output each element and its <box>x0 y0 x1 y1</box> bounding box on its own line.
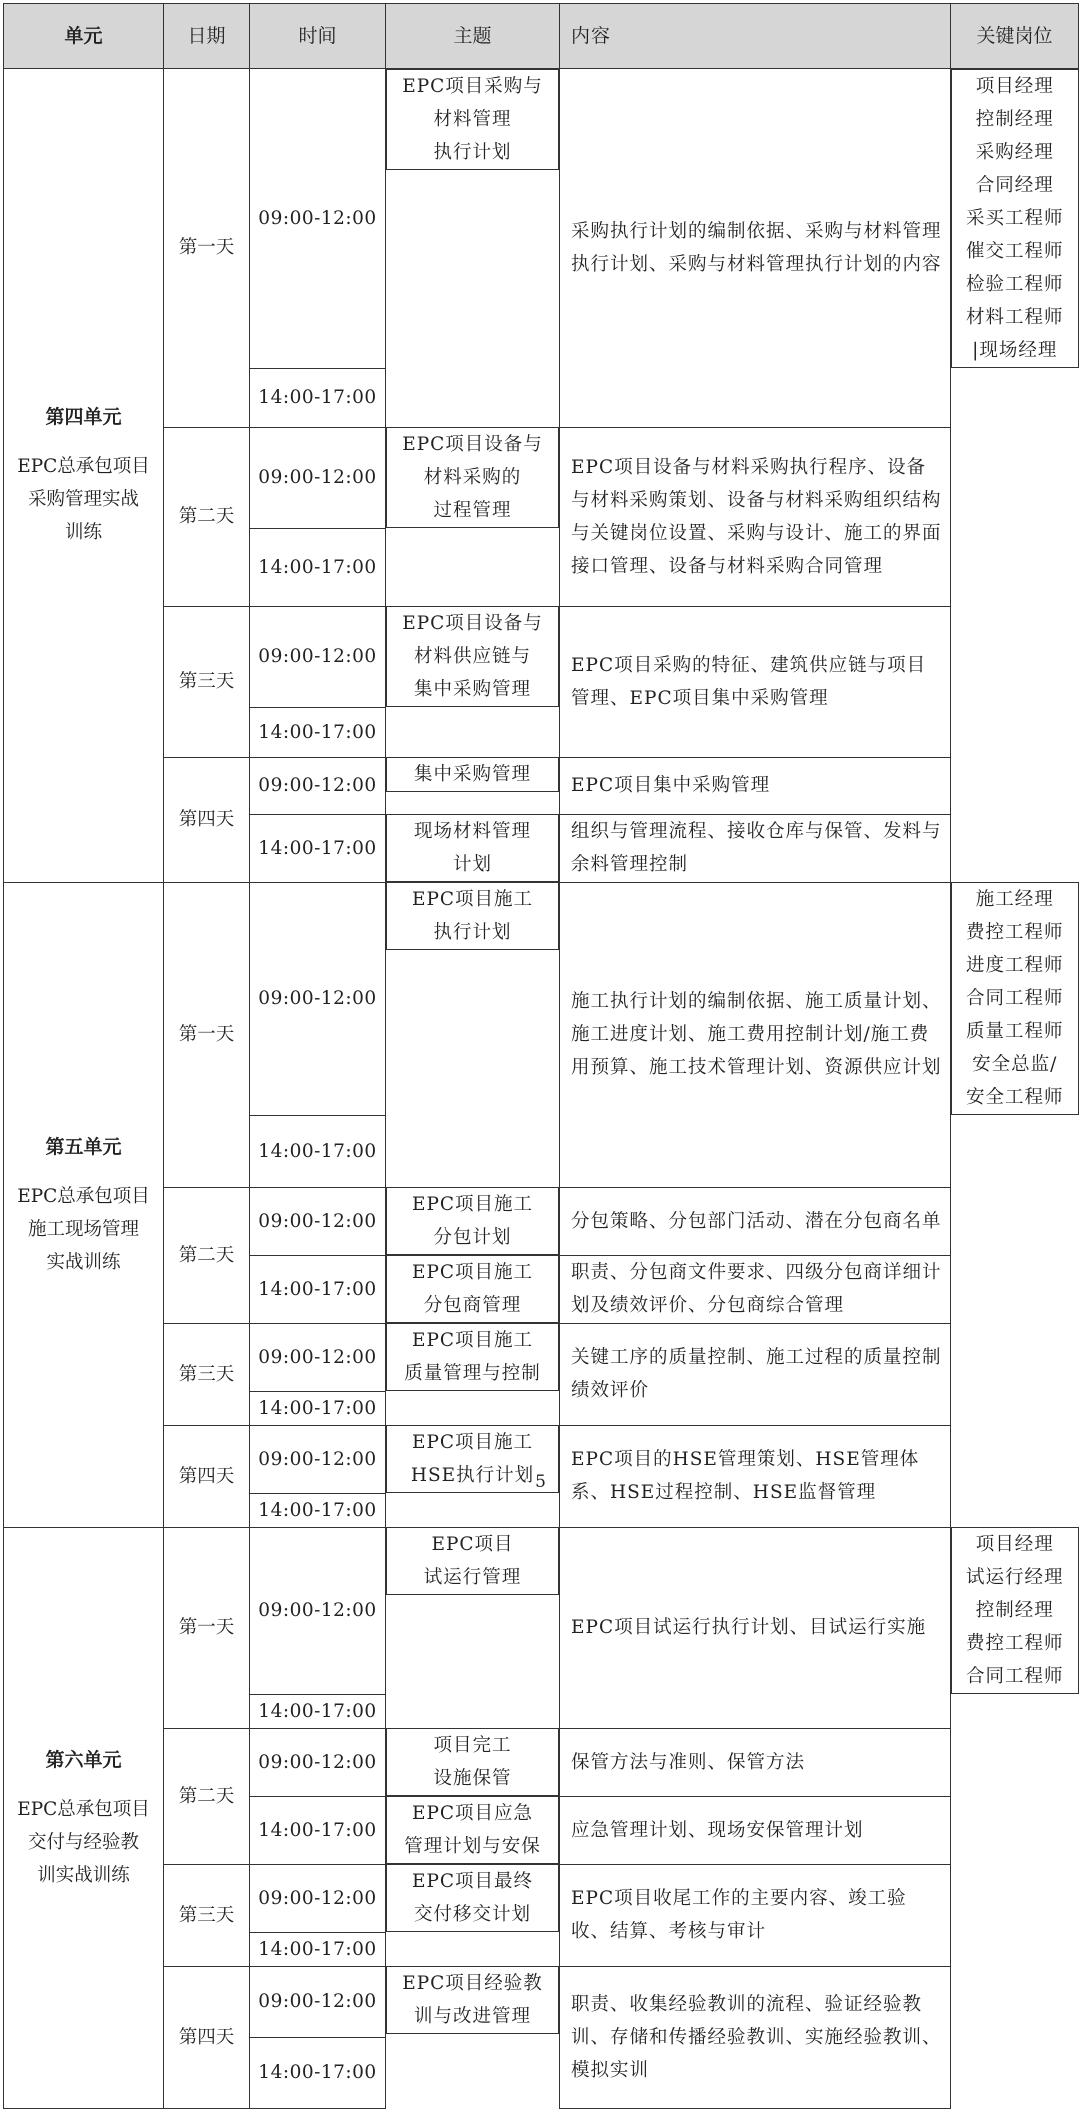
day-label: 第一天 <box>164 882 250 1187</box>
training-schedule-table <box>3 3 1079 2109</box>
topic-cell: EPC项目经验教 训与改进管理 <box>386 1966 559 2034</box>
content-cell: 保管方法与准则、保管方法 <box>560 1728 951 1796</box>
topic-cell: EPC项目 试运行管理 <box>386 1527 559 1595</box>
table-header-row <box>4 4 1079 69</box>
page-number: 5 <box>535 1472 546 1492</box>
unit-description: EPC总承包项目 交付与经验教 训实战训练 <box>17 1798 150 1886</box>
content-cell: 职责、收集经验教训的流程、验证经验教训、存储和传播经验教训、实施经验教训、模拟实训 <box>560 1966 951 2108</box>
table-row <box>4 1323 1079 1391</box>
time-pm: 14:00-17:00 <box>250 1493 386 1527</box>
key-roles-cell: 项目经理 控制经理 采购经理 合同经理 采买工程师 催交工程师 检验工程师 材料工程师 |现场经理 <box>951 69 1079 368</box>
time-pm: 14:00-17:00 <box>250 814 386 882</box>
table-row <box>4 1527 1079 1694</box>
key-roles-cell: 项目经理 试运行经理 控制经理 费控工程师 合同工程师 <box>951 1527 1079 1694</box>
day-label: 第一天 <box>164 1527 250 1728</box>
header-content: 内容 <box>560 4 951 69</box>
day-label: 第三天 <box>164 1864 250 1966</box>
time-am: 09:00-12:00 <box>250 1425 386 1493</box>
topic-cell: EPC项目最终 交付移交计划 <box>386 1864 559 1932</box>
topic-cell: EPC项目施工 执行计划 <box>386 882 559 950</box>
unit-name: 第五单元 <box>45 1135 122 1158</box>
content-cell: EPC项目试运行执行计划、目试运行实施 <box>560 1527 951 1728</box>
content-cell: 采购执行计划的编制依据、采购与材料管理执行计划、采购与材料管理执行计划的内容 <box>560 69 951 428</box>
content-cell: EPC项目集中采购管理 <box>560 757 951 814</box>
header-date: 日期 <box>164 4 250 69</box>
unit-cell <box>4 1527 164 2108</box>
content-cell: 施工执行计划的编制依据、施工质量计划、施工进度计划、施工费用控制计划/施工费用预算、施工技术管理计划、资源供应计划 <box>560 882 951 1187</box>
header-time: 时间 <box>250 4 386 69</box>
topic-cell: EPC项目施工 质量管理与控制 <box>386 1323 559 1391</box>
topic-cell: 集中采购管理 <box>386 757 559 792</box>
time-pm: 14:00-17:00 <box>250 528 386 606</box>
topic-cell: EPC项目设备与 材料采购的 过程管理 <box>386 427 559 528</box>
day-label: 第三天 <box>164 1323 250 1425</box>
content-cell: 应急管理计划、现场安保管理计划 <box>560 1796 951 1864</box>
content-cell: EPC项目设备与材料采购执行程序、设备与材料采购策划、设备与材料采购组织结构与关键岗位设置、采购与设计、施工的界面接口管理、设备与材料采购合同管理 <box>560 427 951 606</box>
day-label: 第一天 <box>164 69 250 428</box>
topic-cell: EPC项目施工 分包商管理 <box>386 1255 559 1323</box>
time-pm: 14:00-17:00 <box>250 368 386 427</box>
content-cell: EPC项目的HSE管理策划、HSE管理体系、HSE过程控制、HSE监督管理 <box>560 1425 951 1527</box>
unit-name: 第六单元 <box>45 1748 122 1771</box>
unit-description: EPC总承包项目 施工现场管理 实战训练 <box>17 1185 150 1273</box>
content-cell: 组织与管理流程、接收仓库与保管、发料与余料管理控制 <box>560 814 951 882</box>
unit-cell <box>4 882 164 1527</box>
table-row <box>4 427 1079 528</box>
table-row <box>4 1966 1079 2037</box>
header-roles: 关键岗位 <box>951 4 1079 69</box>
topic-cell: EPC项目设备与 材料供应链与 集中采购管理 <box>386 606 559 707</box>
table-row <box>4 1187 1079 1255</box>
table-row <box>4 69 1079 369</box>
header-topic: 主题 <box>386 4 560 69</box>
content-cell: 职责、分包商文件要求、四级分包商详细计划及绩效评价、分包商综合管理 <box>560 1255 951 1323</box>
time-pm: 14:00-17:00 <box>250 707 386 757</box>
content-cell: EPC项目采购的特征、建筑供应链与项目管理、EPC项目集中采购管理 <box>560 606 951 757</box>
topic-cell: EPC项目采购与 材料管理 执行计划 <box>386 69 559 170</box>
time-pm: 14:00-17:00 <box>250 1255 386 1323</box>
table-row <box>4 1864 1079 1932</box>
topic-cell: EPC项目应急 管理计划与安保 <box>386 1796 559 1864</box>
unit-name: 第四单元 <box>45 406 122 429</box>
time-am: 09:00-12:00 <box>250 882 386 1115</box>
time-am: 09:00-12:00 <box>250 606 386 707</box>
time-pm: 14:00-17:00 <box>250 1115 386 1187</box>
header-unit: 单元 <box>4 4 164 69</box>
table-row <box>4 606 1079 707</box>
content-cell: EPC项目收尾工作的主要内容、竣工验收、结算、考核与审计 <box>560 1864 951 1966</box>
day-label: 第四天 <box>164 1425 250 1527</box>
time-pm: 14:00-17:00 <box>250 1796 386 1864</box>
topic-cell: 项目完工 设施保管 <box>386 1728 559 1796</box>
table-row <box>4 757 1079 814</box>
day-label: 第三天 <box>164 606 250 757</box>
content-cell: 关键工序的质量控制、施工过程的质量控制绩效评价 <box>560 1323 951 1425</box>
time-am: 09:00-12:00 <box>250 1966 386 2037</box>
time-am: 09:00-12:00 <box>250 1864 386 1932</box>
content-cell: 分包策略、分包部门活动、潜在分包商名单 <box>560 1187 951 1255</box>
topic-cell: 现场材料管理 计划 <box>386 814 559 882</box>
day-label: 第四天 <box>164 1966 250 2108</box>
day-label: 第二天 <box>164 1187 250 1323</box>
day-label: 第二天 <box>164 427 250 606</box>
table-row <box>4 1728 1079 1796</box>
time-pm: 14:00-17:00 <box>250 1391 386 1425</box>
time-am: 09:00-12:00 <box>250 1187 386 1255</box>
time-am: 09:00-12:00 <box>250 427 386 528</box>
day-label: 第二天 <box>164 1728 250 1864</box>
key-roles-cell: 施工经理 费控工程师 进度工程师 合同工程师 质量工程师 安全总监/ 安全工程师 <box>951 882 1079 1115</box>
topic-cell: EPC项目施工 HSE执行计划 <box>386 1425 559 1493</box>
time-am: 09:00-12:00 <box>250 1728 386 1796</box>
time-am: 09:00-12:00 <box>250 757 386 814</box>
table-row <box>4 882 1079 1115</box>
unit-description: EPC总承包项目 采购管理实战 训练 <box>17 456 150 544</box>
time-pm: 14:00-17:00 <box>250 1694 386 1728</box>
unit-cell <box>4 69 164 883</box>
day-label: 第四天 <box>164 757 250 882</box>
time-pm: 14:00-17:00 <box>250 2037 386 2108</box>
time-am: 09:00-12:00 <box>250 69 386 369</box>
time-am: 09:00-12:00 <box>250 1323 386 1391</box>
topic-cell: EPC项目施工 分包计划 <box>386 1187 559 1255</box>
time-am: 09:00-12:00 <box>250 1527 386 1694</box>
time-pm: 14:00-17:00 <box>250 1932 386 1966</box>
